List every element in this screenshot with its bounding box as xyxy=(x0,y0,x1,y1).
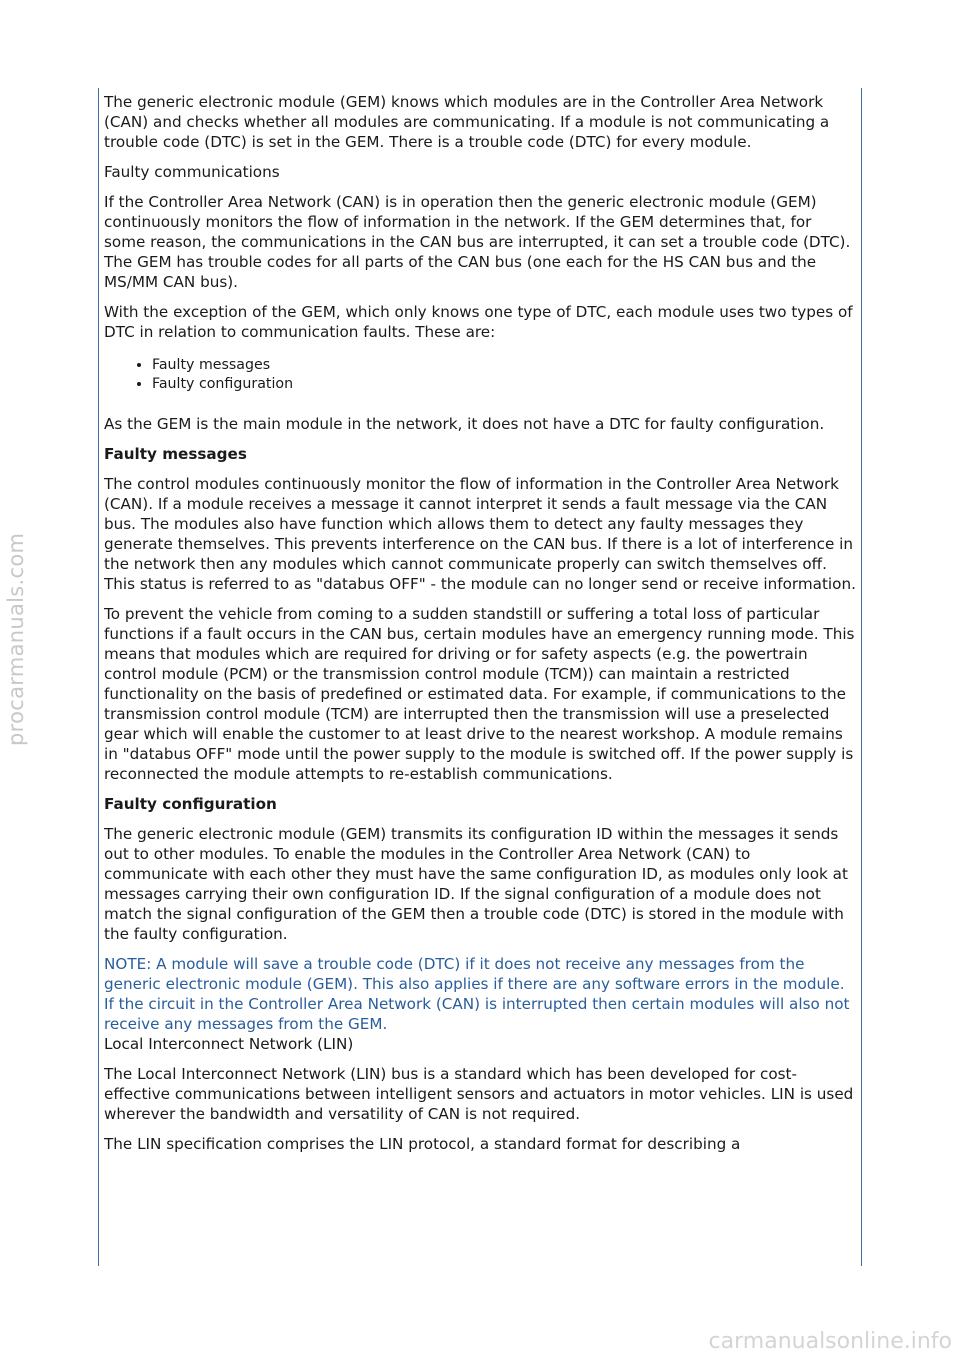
document-body xyxy=(104,92,856,1164)
paragraph-configuration-id: The generic electronic module (GEM) transmits its configuration ID within the messages it sends out to other modules. To enable the modules in the Controller Area Network (CAN) to communicate with each other they must have the same configuration ID, as modules only look at messages carrying their own configuration ID. If the signal configuration of a module does not match the signal configuration of the GEM then a trouble code (DTC) is stored in the module with the faulty configuration. xyxy=(104,825,848,943)
heading-faulty-messages: Faulty messages xyxy=(104,445,247,463)
paragraph-gem-main-module: As the GEM is the main module in the network, it does not have a DTC for faulty configuration. xyxy=(104,415,825,433)
side-watermark: procarmanuals.com xyxy=(4,532,28,746)
list-item: • Faulty messages xyxy=(152,356,856,375)
paragraph-faulty-communications: Faulty communications xyxy=(104,163,280,181)
heading-faulty-configuration: Faulty configuration xyxy=(104,795,277,813)
paragraph-lin-description: The Local Interconnect Network (LIN) bus is a standard which has been developed for cost-effective communications between intelligent sensors and actuators in motor vehicles. LIN is used wherever the bandwidth and versatility of CAN is not required. xyxy=(104,1065,854,1123)
paragraph-emergency-running-mode: To prevent the vehicle from coming to a sudden standstill or suffering a total loss of particular functions if a fault occurs in the CAN bus, certain modules have an emergency running mode. This means that modules which are required for driving or for safety aspects (e.g. the powertrain control module (PCM) or the transmission control module (TCM)) can maintain a restricted functionality on the basis of predefined or estimated data. For example, if communications to the transmission control module (TCM) are interrupted then the transmission will use a preselected gear which will enable the customer to at least drive to the nearest workshop. A module remains in "databus OFF" mode until the power supply to the module is switched off. If the power supply is reconnected the module attempts to re-establish communications. xyxy=(104,605,855,783)
paragraph-can-operation: If the Controller Area Network (CAN) is in operation then the generic electronic module (GEM) continuously monitors the flow of information in the network. If the GEM determines that, for some reason, the communications in the CAN bus are interrupted, it can set a trouble code (DTC). The GEM has trouble codes for all parts of the CAN bus (one each for the HS CAN bus and the MS/MM CAN bus). xyxy=(104,193,851,291)
paragraph-gem-knows-modules: The generic electronic module (GEM) knows which modules are in the Controller Area Network (CAN) and checks whether all modules are communicating. If a module is not communicating a trouble code (DTC) is set in the GEM. There is a trouble code (DTC) for every module. xyxy=(104,93,830,151)
paragraph-lin-title: Local Interconnect Network (LIN) xyxy=(104,1035,354,1053)
paragraph-dtc-types: With the exception of the GEM, which only knows one type of DTC, each module uses two types of DTC in relation to communication faults. These are: xyxy=(104,303,853,341)
bottom-watermark: carmanualsonline.info xyxy=(708,1329,952,1354)
note-text: NOTE: A module will save a trouble code (DTC) if it does not receive any messages from the generic electronic module (GEM). This also applies if there are any software errors in the module. If the circuit in the Controller Area Network (CAN) is interrupted then certain modules will also not receive any messages from the GEM. xyxy=(104,955,850,1033)
dtc-type-list xyxy=(104,356,856,394)
paragraph-lin-specification: The LIN specification comprises the LIN protocol, a standard format for describing a xyxy=(104,1135,741,1153)
list-item: • Faulty configuration xyxy=(152,375,856,394)
paragraph-control-modules-monitor: The control modules continuously monitor the flow of information in the Controller Area Network (CAN). If a module receives a message it cannot interpret it sends a fault message via the CAN bus. The modules also have function which allows them to detect any faulty messages they generate themselves. This prevents interference on the CAN bus. If there is a lot of interference in the network then any modules which cannot communicate properly can switch themselves off. This status is referred to as "databus OFF" - the module can no longer send or receive information. xyxy=(104,475,856,593)
